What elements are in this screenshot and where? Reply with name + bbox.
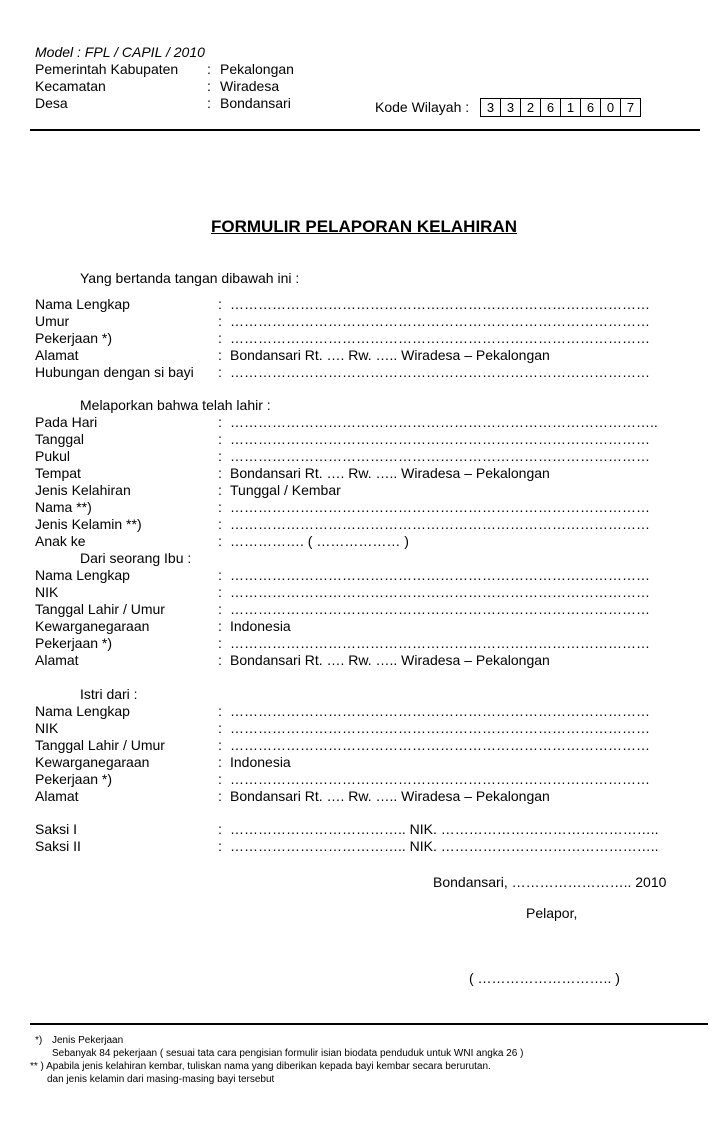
ayah-label-kewarganegaraan: Kewarganegaraan	[35, 754, 150, 770]
field-colon: :	[218, 533, 222, 549]
field-colon: :	[218, 737, 222, 753]
ibu-label-nama: Nama Lengkap	[35, 567, 130, 583]
ayah-value-nama[interactable]: ………………………………………………………………………………	[230, 703, 650, 719]
field-colon: :	[218, 465, 222, 481]
bayi-value-tempat[interactable]: Bondansari Rt. …. Rw. ….. Wiradesa – Pekalongan	[230, 465, 550, 481]
header-value-desa: Bondansari	[220, 95, 291, 111]
bayi-value-jenis-kelahiran[interactable]: Tunggal / Kembar	[230, 482, 341, 498]
field-colon: :	[218, 584, 222, 600]
saksi-1-label: Saksi I	[35, 821, 78, 837]
kode-wilayah-label: Kode Wilayah :	[375, 99, 470, 115]
bayi-value-tanggal[interactable]: ………………………………………………………………………………	[230, 431, 650, 447]
ayah-value-pekerjaan[interactable]: ………………………………………………………………………………	[230, 771, 650, 787]
kode-digit: 1	[561, 99, 581, 116]
footnote-1-text: Sebanyak 84 pekerjaan ( sesuai tata cara pengisian formulir isian biodata penduduk untuk WNI angka 26 )	[52, 1048, 524, 1059]
footnote-2-text: ** ) Apabila jenis kelahiran kembar, tuliskan nama yang diberikan kepada bayi kembar secara berurutan.	[30, 1061, 491, 1072]
field-colon: :	[218, 313, 222, 329]
field-colon: :	[218, 703, 222, 719]
saksi-2-value[interactable]: ……………………………….. NIK. ………………………………………..	[230, 838, 659, 854]
pelapor-label-alamat: Alamat	[35, 347, 79, 363]
pelapor-value-umur[interactable]: ………………………………………………………………………………	[230, 313, 650, 329]
field-colon: :	[218, 567, 222, 583]
ayah-label-nik: NIK	[35, 720, 59, 736]
kode-digit: 6	[541, 99, 561, 116]
pelapor-value-hubungan[interactable]: ………………………………………………………………………………	[230, 364, 650, 380]
ibu-value-nik[interactable]: ………………………………………………………………………………	[230, 584, 650, 600]
pelapor-label-pekerjaan: Pekerjaan *)	[35, 330, 113, 346]
pelapor-value-pekerjaan[interactable]: ………………………………………………………………………………	[230, 330, 650, 346]
bayi-label-nama: Nama **)	[35, 499, 92, 515]
signature-role: Pelapor,	[526, 905, 578, 921]
header-label-kecamatan: Kecamatan	[35, 78, 106, 94]
ayah-value-nik[interactable]: ………………………………………………………………………………	[230, 720, 650, 736]
kode-digit: 3	[501, 99, 521, 116]
field-colon: :	[218, 414, 222, 430]
signature-name[interactable]: ( ……………………….. )	[469, 970, 620, 986]
field-colon: :	[218, 364, 222, 380]
ibu-value-pekerjaan[interactable]: ………………………………………………………………………………	[230, 635, 650, 651]
footnote-1-title: Jenis Pekerjaan	[52, 1035, 124, 1046]
ayah-value-kewarganegaraan[interactable]: Indonesia	[230, 754, 291, 770]
field-colon: :	[218, 482, 222, 498]
field-colon: :	[218, 618, 222, 634]
ibu-value-kewarganegaraan[interactable]: Indonesia	[230, 618, 291, 634]
field-colon: :	[218, 499, 222, 515]
header-label-desa: Desa	[35, 95, 68, 111]
header-divider	[30, 129, 700, 131]
pelapor-label-nama: Nama Lengkap	[35, 296, 130, 312]
kode-digit: 7	[626, 100, 635, 115]
ayah-label-pekerjaan: Pekerjaan *)	[35, 771, 113, 787]
field-colon: :	[218, 330, 222, 346]
field-colon: :	[218, 296, 222, 312]
bayi-label-jenis-kelahiran: Jenis Kelahiran	[35, 482, 131, 498]
kode-wilayah-boxes	[480, 98, 641, 117]
bayi-value-nama[interactable]: ………………………………………………………………………………	[230, 499, 650, 515]
kode-digit: 6	[581, 99, 601, 116]
page-title: FORMULIR PELAPORAN KELAHIRAN	[211, 217, 517, 236]
field-colon: :	[218, 652, 222, 668]
bayi-value-anak-ke[interactable]: ……………. ( ……………… )	[230, 533, 409, 549]
bayi-label-tempat: Tempat	[35, 465, 81, 481]
field-colon: :	[218, 771, 222, 787]
form-model-code: Model : FPL / CAPIL / 2010	[35, 44, 205, 60]
pelapor-value-nama[interactable]: ………………………………………………………………………………	[230, 296, 650, 312]
footer-divider	[30, 1023, 708, 1025]
ayah-value-alamat[interactable]: Bondansari Rt. …. Rw. ….. Wiradesa – Pekalongan	[230, 788, 550, 804]
pelapor-label-umur: Umur	[35, 313, 70, 329]
header-colon: :	[207, 95, 211, 111]
bayi-value-pukul[interactable]: ………………………………………………………………………………	[230, 448, 650, 464]
pelapor-label-hubungan: Hubungan dengan si bayi	[35, 364, 194, 380]
ibu-label-tanggal-lahir: Tanggal Lahir / Umur	[35, 601, 165, 617]
bayi-intro: Melaporkan bahwa telah lahir :	[80, 397, 271, 413]
field-colon: :	[218, 431, 222, 447]
pelapor-value-alamat[interactable]: Bondansari Rt. …. Rw. ….. Wiradesa – Pekalongan	[230, 347, 550, 363]
header-value-kabupaten: Pekalongan	[220, 61, 294, 77]
bayi-label-tanggal: Tanggal	[35, 431, 85, 447]
ibu-intro: Dari seorang Ibu :	[80, 550, 192, 566]
field-colon: :	[218, 821, 222, 837]
bayi-value-jenis-kelamin[interactable]: ………………………………………………………………………………	[230, 516, 650, 532]
header-label-kabupaten: Pemerintah Kabupaten	[35, 61, 179, 77]
ibu-value-nama[interactable]: ………………………………………………………………………………	[230, 567, 650, 583]
field-colon: :	[218, 448, 222, 464]
field-colon: :	[218, 788, 222, 804]
ibu-value-tanggal-lahir[interactable]: ………………………………………………………………………………	[230, 601, 650, 617]
field-colon: :	[218, 635, 222, 651]
kode-digit: 0	[601, 99, 621, 116]
header-value-kecamatan: Wiradesa	[220, 78, 280, 94]
field-colon: :	[218, 754, 222, 770]
footnote-1-mark: *)	[35, 1035, 43, 1046]
footnote-2-continuation: dan jenis kelamin dari masing-masing bayi tersebut	[47, 1074, 275, 1085]
pelapor-intro: Yang bertanda tangan dibawah ini :	[80, 270, 300, 286]
ibu-label-kewarganegaraan: Kewarganegaraan	[35, 618, 150, 634]
field-colon: :	[218, 347, 222, 363]
saksi-1-value[interactable]: ……………………………….. NIK. ………………………………………..	[230, 821, 659, 837]
ayah-intro: Istri dari :	[80, 686, 138, 702]
header-colon: :	[207, 78, 211, 94]
ibu-label-pekerjaan: Pekerjaan *)	[35, 635, 113, 651]
header-colon: :	[207, 61, 211, 77]
ibu-value-alamat[interactable]: Bondansari Rt. …. Rw. ….. Wiradesa – Pekalongan	[230, 652, 550, 668]
field-colon: :	[218, 720, 222, 736]
field-colon: :	[218, 601, 222, 617]
bayi-label-pukul: Pukul	[35, 448, 71, 464]
ibu-label-nik: NIK	[35, 584, 59, 600]
ayah-value-tanggal-lahir[interactable]: ………………………………………………………………………………	[230, 737, 650, 753]
ayah-label-nama: Nama Lengkap	[35, 703, 130, 719]
field-colon: :	[218, 838, 222, 854]
bayi-label-jenis-kelamin: Jenis Kelamin **)	[35, 516, 142, 532]
signature-place-date: Bondansari, …………………….. 2010	[433, 874, 667, 890]
kode-digit: 3	[481, 99, 501, 116]
field-colon: :	[218, 516, 222, 532]
ayah-label-alamat: Alamat	[35, 788, 79, 804]
kode-digit: 2	[521, 99, 541, 116]
ayah-label-tanggal-lahir: Tanggal Lahir / Umur	[35, 737, 165, 753]
saksi-2-label: Saksi II	[35, 838, 81, 854]
bayi-label-anak-ke: Anak ke	[35, 533, 86, 549]
bayi-label-hari: Pada Hari	[35, 414, 98, 430]
ibu-label-alamat: Alamat	[35, 652, 79, 668]
bayi-value-hari[interactable]: ………………………………………………………………………………..	[230, 414, 658, 430]
